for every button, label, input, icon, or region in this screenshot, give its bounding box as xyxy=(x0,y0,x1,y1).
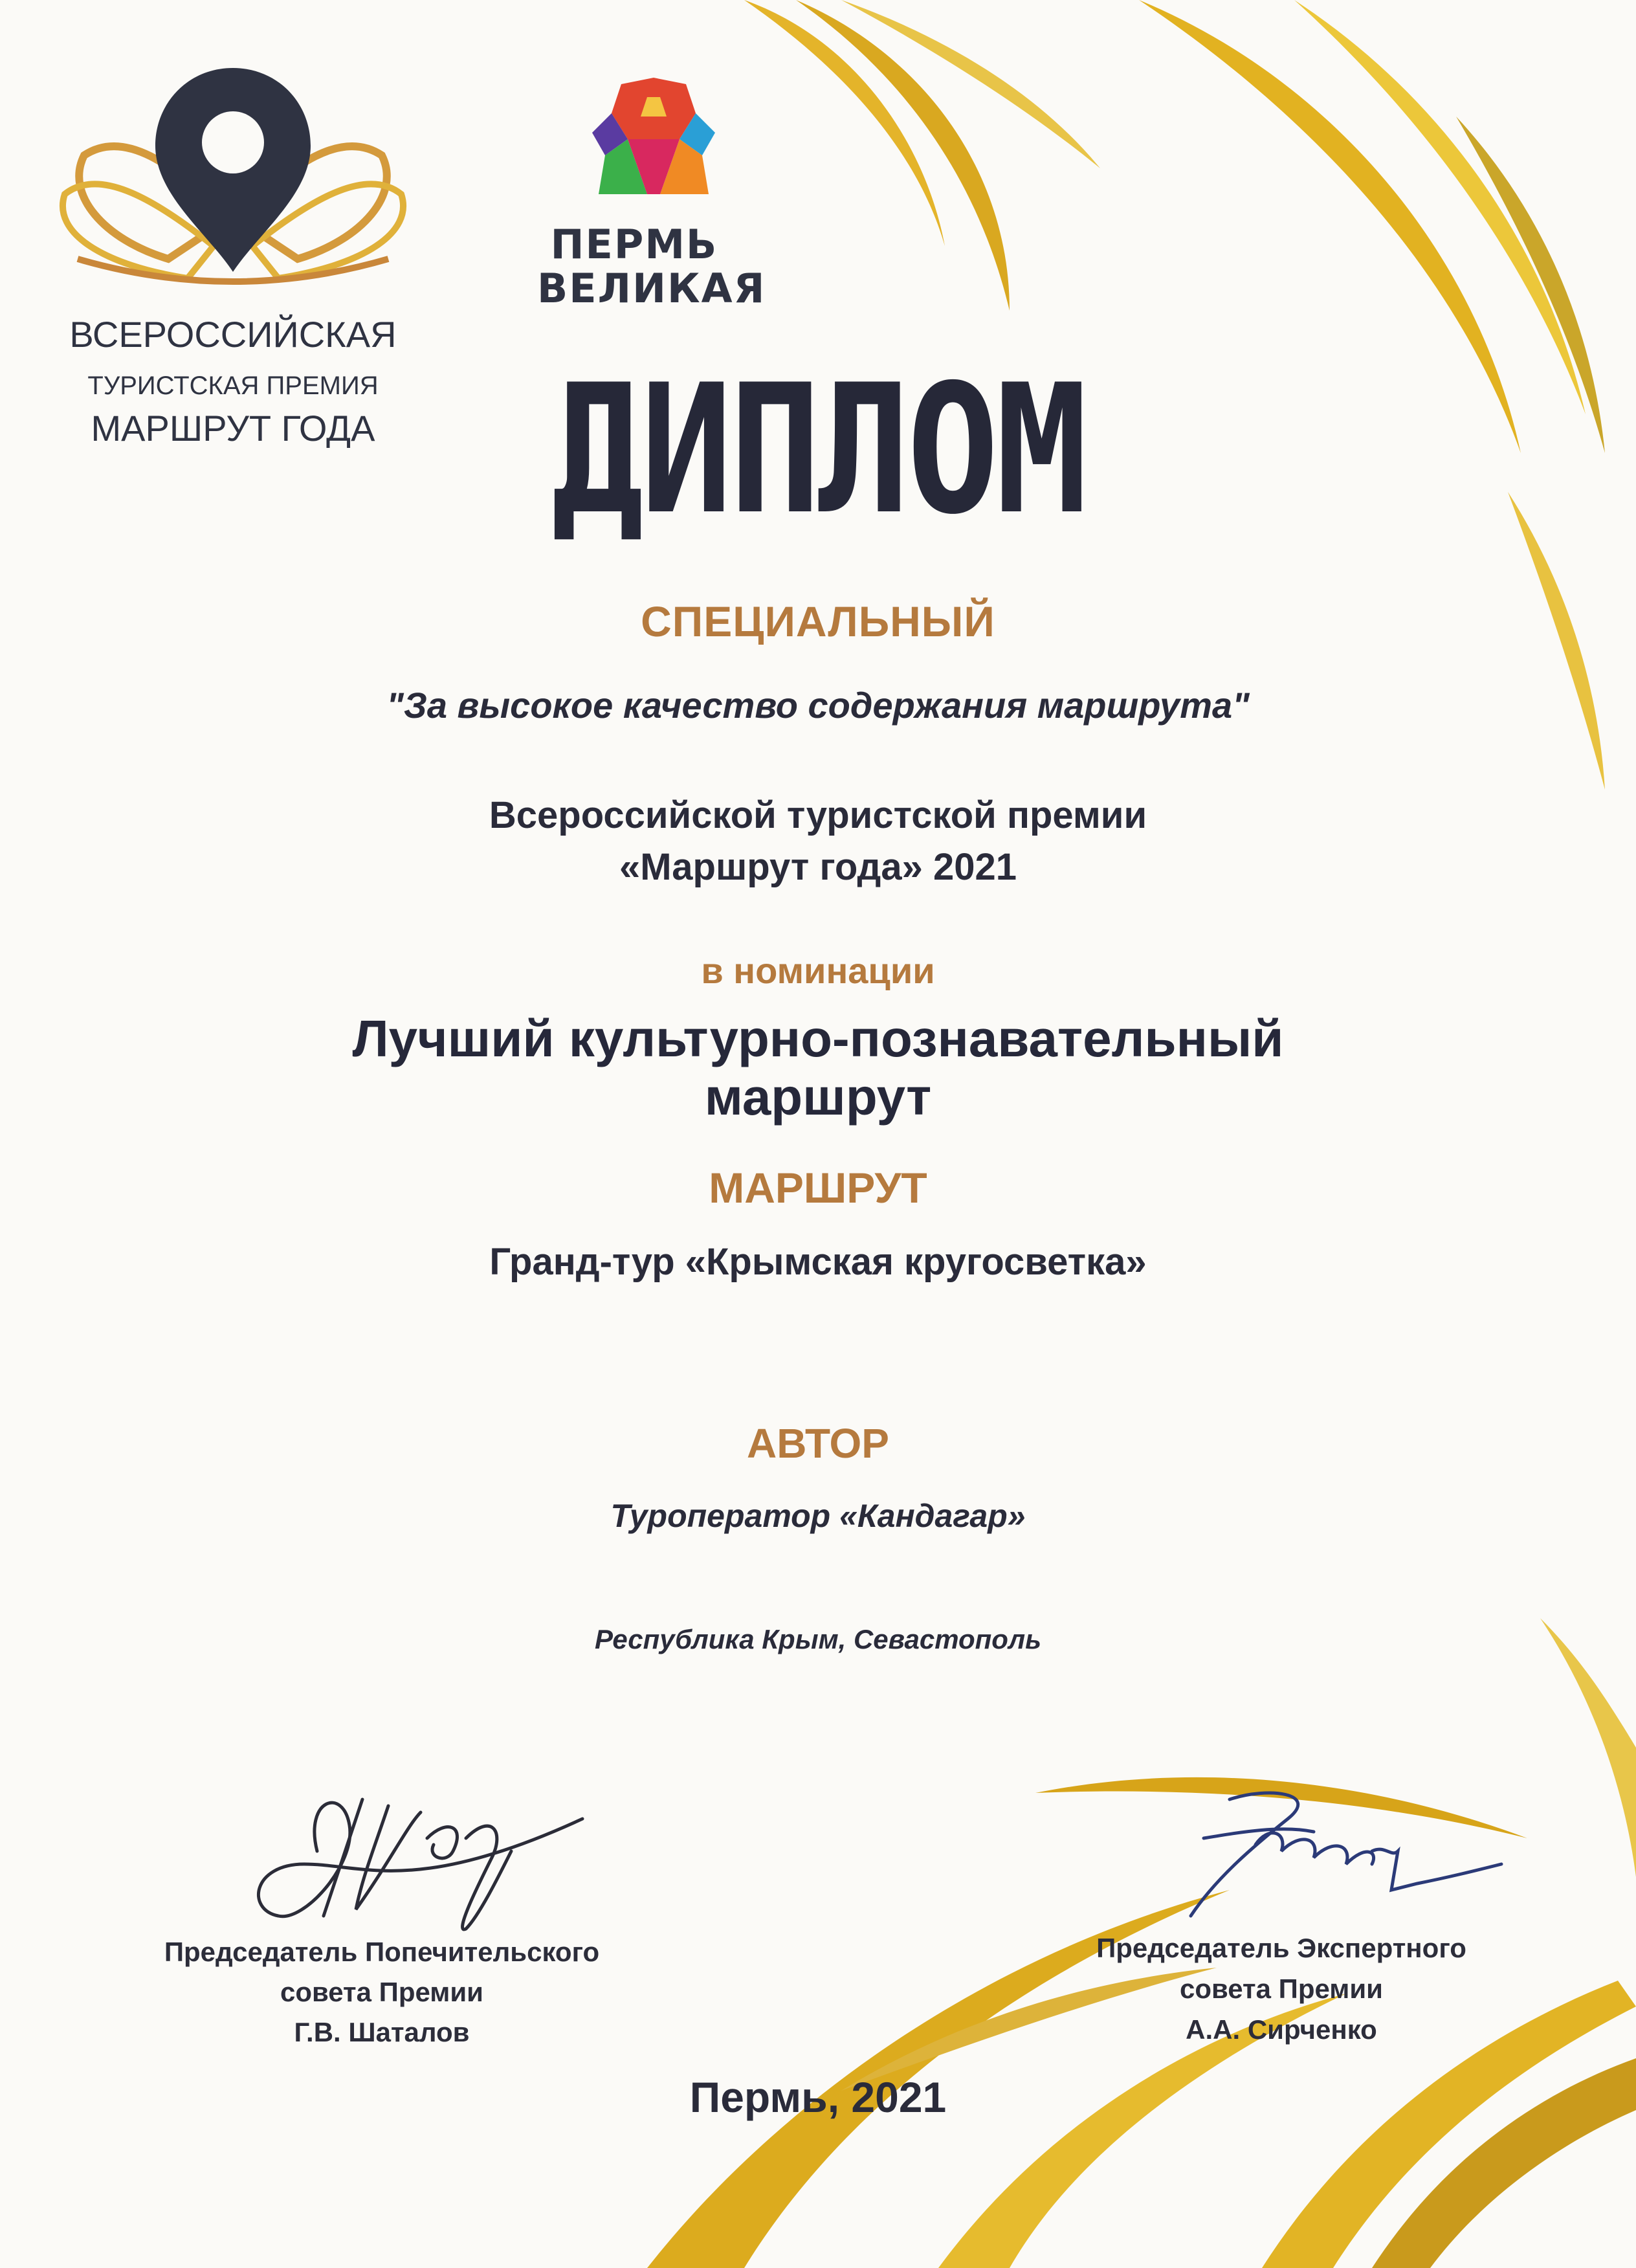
signature-left-council: совета Премии xyxy=(280,1977,484,2007)
award-line2: «Маршрут года» 2021 xyxy=(619,846,1017,888)
signature-right-image xyxy=(1191,1793,1501,1916)
signature-left-title: Председатель Попечительского xyxy=(164,1937,600,1967)
organizer-logo-line2: ТУРИСТСКАЯ ПРЕМИЯ xyxy=(87,372,379,400)
signature-right-council: совета Премии xyxy=(1179,1973,1384,2004)
award-line1: Всероссийской туристской премии xyxy=(489,794,1147,836)
signature-left-name: Г.В. Шаталов xyxy=(294,2017,470,2047)
region: Республика Крым, Севастополь xyxy=(594,1624,1042,1654)
route-name: Гранд-тур «Крымская кругосветка» xyxy=(489,1241,1147,1283)
bear-logo-icon xyxy=(592,78,715,194)
diploma-type: СПЕЦИАЛЬНЫЙ xyxy=(641,597,995,645)
nomination-label: в номинации xyxy=(701,950,935,991)
nomination-line2: маршрут xyxy=(704,1068,932,1126)
diploma-title: ДИПЛОМ xyxy=(551,346,1085,553)
partner-logo-line2: ВЕЛИКАЯ xyxy=(537,265,766,312)
author-label: АВТОР xyxy=(747,1420,889,1467)
organizer-logo-emblem xyxy=(63,68,403,282)
nomination-line1: Лучший культурно-познавательный xyxy=(352,1010,1284,1067)
route-label: МАРШРУТ xyxy=(709,1164,927,1212)
organizer-logo-line1: ВСЕРОССИЙСКАЯ xyxy=(69,314,397,355)
signature-left-image xyxy=(258,1799,582,1929)
partner-logo-line1: ПЕРМЬ xyxy=(550,221,718,268)
place-date: Пермь, 2021 xyxy=(689,2073,947,2121)
organizer-logo-line3: МАРШРУТ ГОДА xyxy=(91,408,375,449)
signature-right-name: А.А. Сирченко xyxy=(1186,2014,1377,2045)
diploma-motto: "За высокое качество содержания маршрута" xyxy=(386,685,1250,726)
signature-right-title: Председатель Экспертного xyxy=(1096,1933,1466,1963)
author-name: Туроператор «Кандагар» xyxy=(610,1498,1026,1534)
